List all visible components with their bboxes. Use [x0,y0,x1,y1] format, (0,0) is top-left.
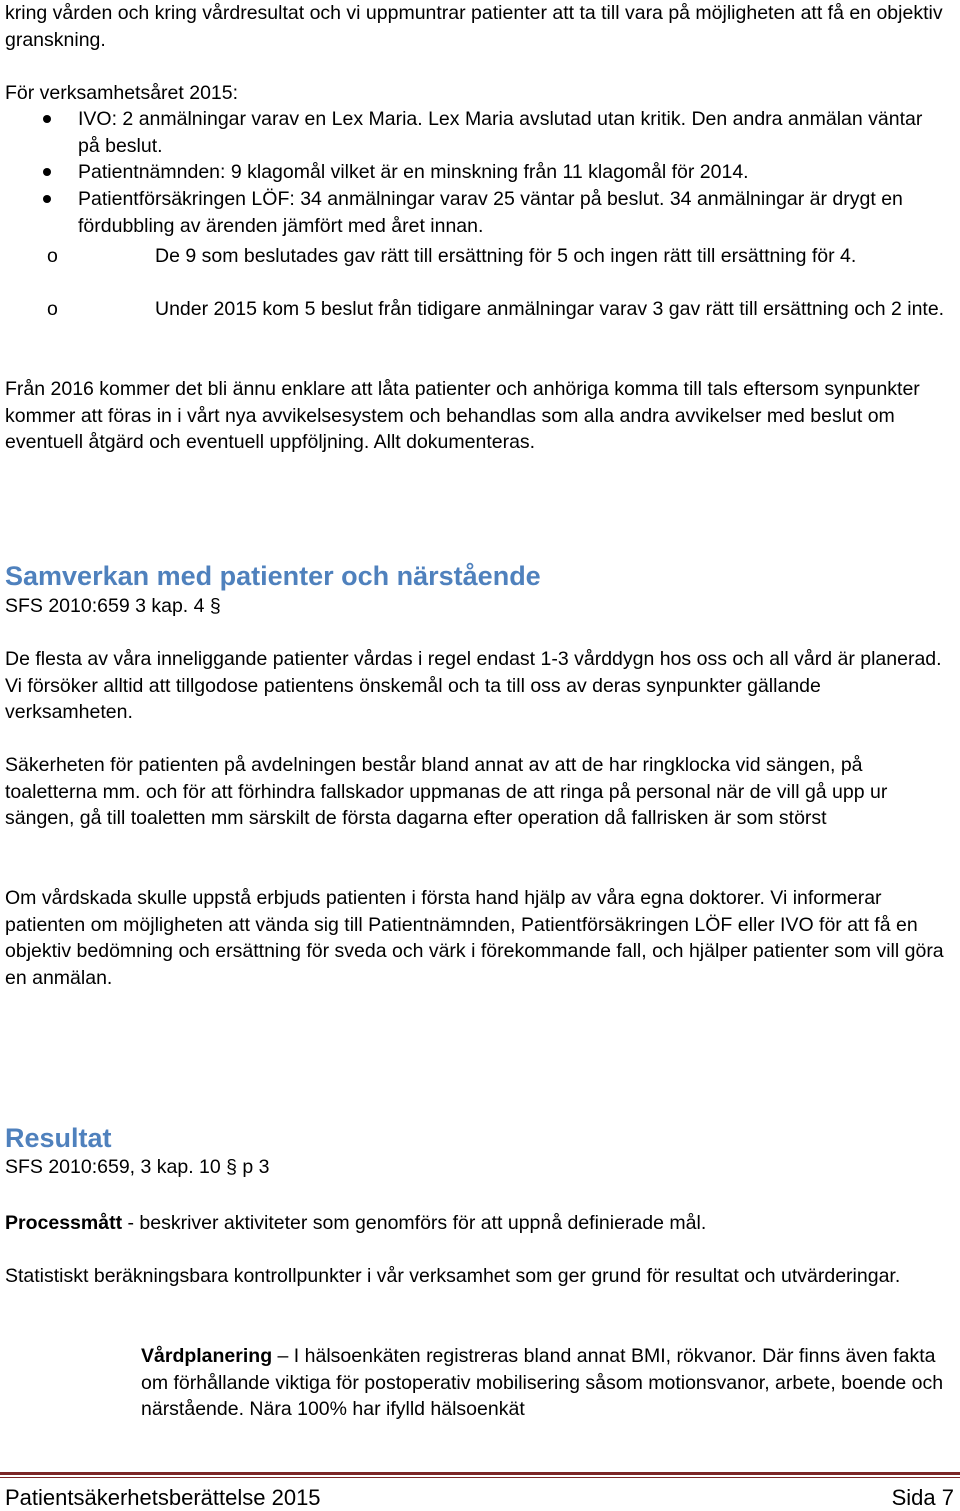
intro-paragraph: kring vården och kring vårdresultat och vi uppmuntrar patienter att ta till vara på möjligheten att få en objektiv granskning. [5,2,943,51]
section-heading-samverkan: Samverkan med patienter och närstående [5,561,541,591]
paragraph-care-injury: Om vårdskada skulle uppstå erbjuds patienten i första hand hjälp av våra egna doktorer. Vi informerar patienten om möjligheten att vända sig till Patientnämnden, Patientförsäkringen LÖF eller IVO för att få en objektiv bedömning och ersättning för sveda och värk i förekommande fall, och hjälper patienter som vill göra en anmälan. [5,887,944,989]
fiscal-year-heading: För verksamhetsåret 2015: [5,82,239,104]
bullet-dot-icon [43,115,51,123]
bullet-dot-icon [43,168,51,176]
section-reference: SFS 2010:659, 3 kap. 10 § p 3 [5,1156,270,1178]
sub-bullet-marker: o [47,245,58,267]
process-text: - beskriver aktiviteter som genomförs för att uppnå definierade mål. [122,1212,707,1234]
paragraph-2016: Från 2016 kommer det bli ännu enklare att låta patienter och anhöriga komma till tals eftersom synpunkter kommer att föras in i vårt nya avvikelsesystem och behandlas som alla andra avvikelser med beslut om eventuell åtgärd och eventuell uppföljning. Allt dokumenteras. [5,378,920,453]
bullet-ivo: IVO: 2 anmälningar varav en Lex Maria. Lex Maria avslutad utan kritik. Den andra anmälan väntar på beslut. [78,108,923,157]
process-term: Processmått [5,1212,123,1234]
sub-bullet-earlier: Under 2015 kom 5 beslut från tidigare anmälningar varav 3 gav rätt till ersättning och 2 inte. [155,298,945,320]
process-measure-paragraph [5,1210,950,1237]
paragraph-safety: Säkerheten för patienten på avdelningen består bland annat av att de har ringklocka vid sängen, på toaletterna mm. och för att förhindra fallskador uppmanas de att ringa på personal när de vill gå upp ur sängen, gå till toaletten mm särskilt de första dagarna efter operation då fallrisken är som störst [5,754,888,829]
sub-bullet-marker: o [47,298,58,320]
footer-rule [0,1472,960,1475]
section-heading-resultat: Resultat [5,1123,112,1153]
section-reference: SFS 2010:659 3 kap. 4 § [5,595,221,617]
care-planning-text: – I hälsoenkäten registreras bland annat BMI, rökvanor. Där finns även fakta om förhållande viktiga för postoperativ mobilisering såsom motionsvanor, arbete, boende och närstående. Nära 100% har ifylld hälsoenkät [141,1345,944,1420]
footer-title: Patientsäkerhetsberättelse 2015 [5,1485,321,1510]
sub-bullet-decided: De 9 som beslutades gav rätt till ersättning för 5 och ingen rätt till ersättning för 4. [155,245,857,267]
statistics-paragraph: Statistiskt beräkningsbara kontrollpunkter i vår verksamhet som ger grund för resultat och utvärderingar. [5,1265,901,1287]
care-planning-paragraph [141,1343,956,1423]
care-planning-term: Vårdplanering [141,1345,273,1367]
bullet-lof: Patientförsäkringen LÖF: 34 anmälningar varav 25 väntar på beslut. 34 anmälningar är drygt en fördubbling av ärenden jämfört med året innan. [78,188,903,237]
bullet-dot-icon [43,195,51,203]
paragraph-inpatients: De flesta av våra inneliggande patienter vårdas i regel endast 1-3 vårddygn hos oss och all vård är planerad. Vi försöker alltid att tillgodose patientens önskemål och ta till oss av deras synpunkter gällande verksamheten. [5,648,942,723]
footer-page-number: Sida 7 [891,1485,954,1510]
footer-rule [0,1477,960,1478]
bullet-patientnamnden: Patientnämnden: 9 klagomål vilket är en minskning från 11 klagomål för 2014. [78,161,749,183]
